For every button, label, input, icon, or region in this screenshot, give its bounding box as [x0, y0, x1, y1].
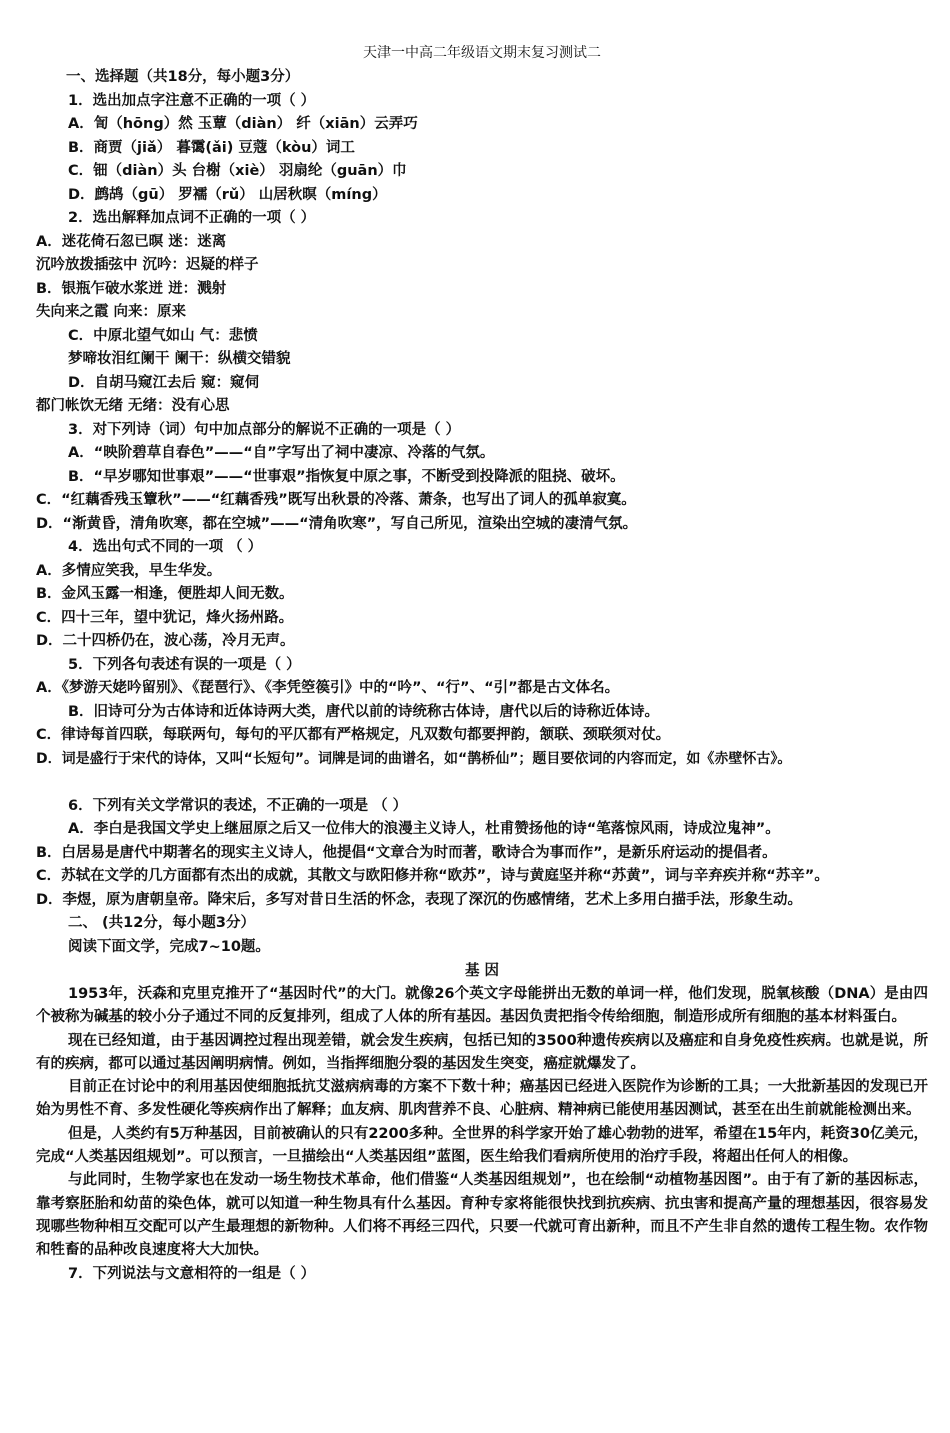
q1-option-c: C．钿（diàn）头 台榭（xiè） 羽扇纶（guān）巾 — [68, 163, 407, 179]
q4-option-c: C．四十三年，望中犹记，烽火扬州路。 — [36, 609, 294, 626]
q2-option-b-2: 失向来之霞 向来：原来 — [36, 304, 187, 320]
article-paragraph-2: 现在已经知道，由于基因调控过程出现差错，就会发生疾病，包括已知的3500种遗传疾病以及癌症和自身免疫性疾病。也就是说，所有的疾病，都可以通过基因阐明病情。例如，当指挥细胞分裂的基因发生突变，癌症就爆发了。 — [36, 1032, 928, 1072]
q2-option-b: B．银瓶乍破水浆迸 迸：溅射 — [36, 280, 227, 297]
article-paragraph-3: 目前正在讨论中的利用基因使细胞抵抗艾滋病病毒的方案不下数十种；癌基因已经进入医院作为诊断的工具；一大批新基因的发现已开始为男性不育、多发性硬化等疾病作出了解释；血友病、肌肉营养不良、心脏病、精神病已能使用基因测试，甚至在出生前就能检测出来。 — [36, 1079, 928, 1119]
q1-stem: 1．选出加点字注意不正确的一项（ ） — [68, 92, 316, 109]
q6-option-c: C．苏轼在文学的几方面都有杰出的成就，其散文与欧阳修并称“欧苏”，诗与黄庭坚并称“苏黄”，词与辛弃疾并称“苏辛”。 — [36, 868, 829, 884]
q6-stem: 6．下列有关文学常识的表述，不正确的一项是 （ ） — [68, 797, 408, 814]
q2-option-a: A．迷花倚石忽已暝 迷：迷离 — [36, 233, 227, 250]
q3-stem: 3．对下列诗（词）句中加点部分的解说不正确的一项是（ ） — [68, 421, 461, 438]
q3-option-a: A．“映阶碧草自春色”——“自”字写出了祠中凄凉、冷落的气氛。 — [68, 445, 495, 461]
q7-stem: 7．下列说法与文意相符的一组是（ ） — [68, 1265, 316, 1282]
q4-option-b: B．金风玉露一相逢，便胜却人间无数。 — [36, 586, 294, 602]
spacer — [36, 771, 928, 795]
page-title: 天津一中高二年级语文期末复习测试二 — [363, 45, 601, 61]
section-2-heading: 二、 (共12分，每小题3分） — [68, 915, 255, 931]
q2-option-d: D．自胡马窥江去后 窥：窥伺 — [68, 374, 260, 391]
q2-option-d-2: 都门帐饮无绪 无绪：没有心思 — [36, 398, 230, 414]
q5-option-a: A．《梦游天姥吟留别》、《琵琶行》、《李凭箜篌引》中的“吟”、“行”、“引”都是古文体名。 — [36, 680, 620, 696]
article-title: 基 因 — [464, 963, 500, 979]
q3-option-c: C．“红藕香残玉簟秋”——“红藕香残”既写出秋景的冷落、萧条，也写出了词人的孤单寂寞。 — [36, 492, 636, 508]
q6-option-d: D．李煜，原为唐朝皇帝。降宋后，多写对昔日生活的怀念，表现了深沉的伤感情绪，艺术上多用白描手法，形象生动。 — [36, 891, 803, 908]
q4-stem: 4．选出句式不同的一项 （ ） — [68, 539, 263, 555]
q1-option-d: D．鹧鸪（gū） 罗襦（rǔ） 山居秋暝（míng） — [68, 186, 387, 203]
article-paragraph-4: 但是，人类约有5万种基因，目前被确认的只有2200多种。全世界的科学家开始了雄心勃勃的进军，希望在15年内，耗资30亿美元，完成“人类基因组规划”。可以预言，一旦描绘出“人类基因组”蓝图，医生给我们看病所使用的治疗手段，将超出任何人的相像。 — [36, 1125, 928, 1166]
q4-option-a: A．多情应笑我，早生华发。 — [36, 562, 222, 579]
article-paragraph-1: 1953年，沃森和克里克推开了“基因时代”的大门。就像26个英文字母能拼出无数的单词一样，他们发现，脱氧核酸（DNA）是由四个被称为碱基的较小分子通过不同的反复排列，组成了人体的所有基因。基因负责把指令传给细胞，制造形成所有细胞的基本材料蛋白。 — [36, 986, 928, 1026]
q1-option-b: B．商贾（jiǎ） 暮霭(ǎi) 豆蔻（kòu）词工 — [68, 139, 355, 156]
q5-option-d: D．词是盛行于宋代的诗体，又叫“长短句”。词牌是词的曲谱名，如“鹊桥仙”；题目要依词的内容而定，如《赤壁怀古》。 — [36, 750, 792, 767]
q2-option-c: C．中原北望气如山 气：悲愤 — [68, 327, 258, 344]
q1-option-a: A．訇（hōng）然 玉蕈（diàn） 纤（xiān）云弄巧 — [68, 116, 418, 132]
q2-option-a-2: 沉吟放拨插弦中 沉吟：迟疑的样子 — [36, 257, 259, 273]
q3-option-b: B．“早岁哪知世事艰”——“世事艰”指恢复中原之事，不断受到投降派的阻挠、破坏。 — [68, 468, 625, 485]
reading-instruction: 阅读下面文学，完成7~10题。 — [68, 938, 270, 955]
q6-option-a: A．李白是我国文学史上继屈原之后又一位伟大的浪漫主义诗人，杜甫赞扬他的诗“笔落惊风雨，诗成泣鬼神”。 — [68, 821, 780, 837]
q2-stem: 2．选出解释加点词不正确的一项（ ） — [68, 210, 316, 226]
q4-option-d: D．二十四桥仍在，波心荡，冷月无声。 — [36, 633, 295, 649]
q5-stem: 5．下列各句表述有误的一项是（ ） — [68, 656, 301, 673]
section-1-heading: 一、选择题（共18分，每小题3分） — [66, 69, 300, 85]
article-paragraph-5: 与此同时，生物学家也在发动一场生物技术革命，他们借鉴“人类基因组规划”，也在绘制“动植物基因图”。由于有了新的基因标志，靠考察胚胎和幼苗的染色体，就可以知道一种生物具有什么基因。育种专家将能很快找到抗疾病、抗虫害和提高产量的理想基因，很容易发现哪些物种相互交配可以产生最理想的新物种。人们将不再经三四代，只要一代就可育出新种，而且不产生非自然的遗传工程生物。农作物和牲畜的品种改良速度将大大加快。 — [36, 1172, 928, 1259]
q5-option-c: C．律诗每首四联，每联两句，每句的平仄都有严格规定，凡双数句都要押韵，颔联、颈联须对仗。 — [36, 727, 671, 743]
q2-option-c-2: 梦啼妆泪红阑干 阑干：纵横交错貌 — [68, 351, 291, 367]
q6-option-b: B．白居易是唐代中期著名的现实主义诗人，他提倡“文章合为时而著，歌诗合为事而作”，是新乐府运动的提倡者。 — [36, 844, 777, 861]
q5-option-b: B．旧诗可分为古体诗和近体诗两大类，唐代以前的诗统称古体诗，唐代以后的诗称近体诗。 — [68, 703, 660, 720]
q3-option-d: D．“渐黄昏，清角吹寒，都在空城”——“清角吹寒”，写自己所见，渲染出空城的凄清气氛。 — [36, 515, 638, 532]
